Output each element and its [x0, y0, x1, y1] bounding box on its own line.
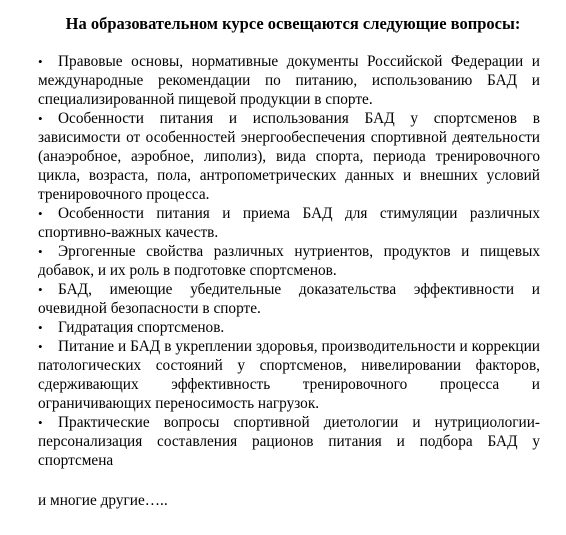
- list-item: [38, 318, 540, 337]
- footer-text: и многие другие…..: [38, 492, 168, 509]
- list-item-text: Гидратация спортсменов.: [58, 319, 225, 336]
- list-item-text: Питание и БАД в укреплении здоровья, производительности и коррекции патологических состояний у спортсменов, нивелировании факторов, сдерживающих эффективность тренировочного процесса и ограничивающих переносимость нагрузок.: [38, 338, 540, 412]
- bullet-icon: •: [38, 320, 43, 335]
- bullet-icon: •: [38, 339, 43, 354]
- bullet-icon: •: [38, 282, 43, 297]
- bullet-icon: •: [38, 54, 43, 69]
- bullet-icon: •: [38, 244, 43, 259]
- bullet-icon: •: [38, 415, 43, 430]
- list-item-text: Эргогенные свойства различных нутриентов, продуктов и пищевых добавок, и их роль в подготовке спортсменов.: [38, 243, 540, 279]
- bullet-icon: •: [38, 111, 43, 126]
- list-item-text: Практические вопросы спортивной диетологии и нутрициологии-персонализация составления рационов питания и подбора БАД у спортсмена: [38, 414, 540, 469]
- list-item: [38, 242, 540, 280]
- list-item: [38, 52, 540, 109]
- document-title: На образовательном курсе освещаются следующие вопросы:: [65, 14, 521, 33]
- list-item-text: БАД, имеющие убедительные доказательства эффективности и очевидной безопасности в спорте.: [38, 281, 540, 317]
- list-item: [38, 413, 540, 470]
- list-item: [38, 280, 540, 318]
- list-item: [38, 204, 540, 242]
- list-item: [38, 337, 540, 413]
- list-item: [38, 109, 540, 204]
- list-item-text: Особенности питания и использования БАД у спортсменов в зависимости от особенностей энергообеспечения спортивной деятельности (анаэробное, аэробное, липолиз), вида спорта, периода тренировочного цикла, возраста, пола, антропометрических данных и внешних условий тренировочного процесса.: [38, 110, 540, 203]
- topics-list: [38, 52, 540, 470]
- bullet-icon: •: [38, 206, 43, 221]
- list-item-text: Особенности питания и приема БАД для стимуляции различных спортивно-важных качеств.: [38, 205, 540, 241]
- list-item-text: Правовые основы, нормативные документы Российской Федерации и международные рекомендации по питанию, использованию БАД и специализированной пищевой продукции в спорте.: [38, 53, 540, 108]
